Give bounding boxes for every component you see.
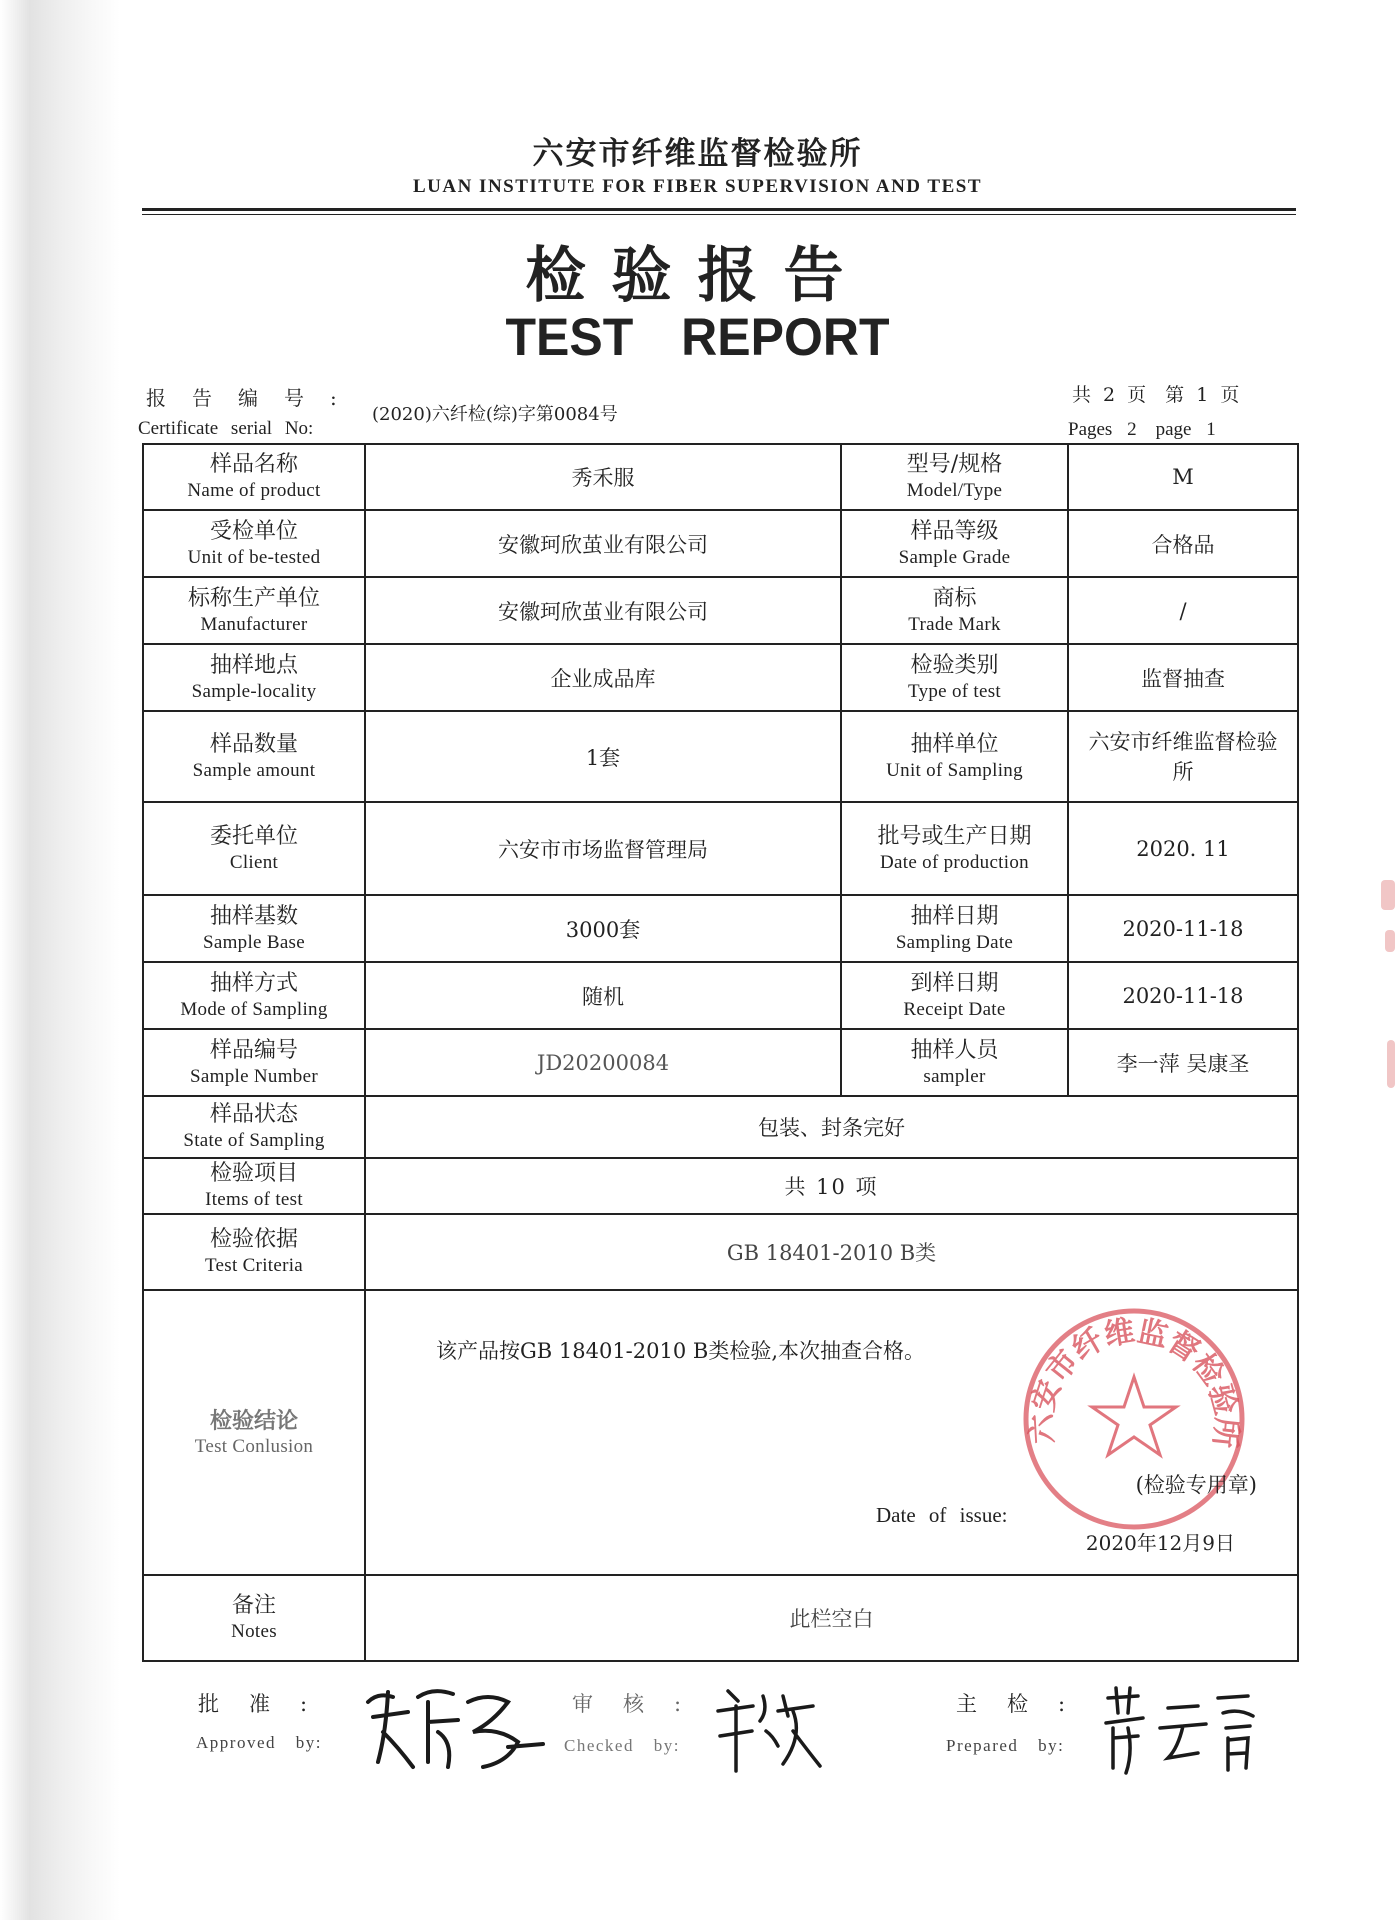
report-title-cn: 检验报告 [525,241,870,311]
field-value: 3000套 [365,895,841,962]
field-label: 抽样地点 Sample-locality [143,644,365,711]
checked-label-cn: 审核: [572,1692,712,1716]
field-value: 六安市市场监督管理局 [365,802,841,895]
field-label: 样品状态 State of Sampling [143,1096,365,1158]
field-value: 2020. 11 [1068,802,1298,895]
approved-label-en: Approved by: [196,1733,322,1752]
field-value: 李一萍 吴康圣 [1068,1029,1298,1096]
table-row [143,962,1298,1029]
table-row [143,711,1298,802]
field-label: 抽样方式 Mode of Sampling [143,962,365,1029]
field-label: 受检单位 Unit of be-tested [143,510,365,577]
field-label: 检验项目 Items of test [143,1158,365,1214]
official-seal [1014,1299,1254,1539]
field-value: 秀禾服 [365,444,841,510]
red-stamp-edge [1387,1040,1395,1088]
field-value: 2020-11-18 [1068,962,1298,1029]
page-count-cn: 共 2 页 第 1 页 [1072,384,1240,406]
field-value: 共 10 项 [365,1158,1298,1214]
conclusion-label: 检验结论 Test Conlusion [143,1290,365,1575]
header-rule [142,208,1296,211]
table-row [143,577,1298,644]
field-label: 样品编号 Sample Number [143,1029,365,1096]
issue-date: 2020年12月9日 [1085,1531,1235,1555]
field-value: 2020-11-18 [1068,895,1298,962]
report-table [142,443,1299,1662]
field-value: 企业成品库 [365,644,841,711]
field-label: 备注 Notes [143,1575,365,1661]
red-stamp-edge [1385,930,1395,952]
field-value: 合格品 [1068,510,1298,577]
field-label: 委托单位 Client [143,802,365,895]
stamp-note: (检验专用章) [1135,1473,1257,1497]
table-row [143,1158,1298,1214]
certificate-label-en: Certificate serial No: [138,418,314,439]
field-value: 六安市纤维监督检验所 [1068,711,1298,802]
table-row [143,1096,1298,1158]
field-label: 标称生产单位 Manufacturer [143,577,365,644]
field-value: M [1068,444,1298,510]
field-value: 随机 [365,962,841,1029]
header-rule-thin [142,214,1296,215]
field-value: 1套 [365,711,841,802]
table-row [143,1214,1298,1290]
conclusion-cell [365,1290,1298,1575]
prepared-signature [1098,1678,1268,1778]
field-value: 包装、封条完好 [365,1096,1298,1158]
field-label: 检验类别 Type of test [841,644,1068,711]
conclusion-text: 该产品按GB 18401-2010 B类检验,本次抽查合格。 [436,1339,926,1363]
field-label: 商标 Trade Mark [841,577,1068,644]
conclusion-row [143,1290,1298,1575]
issue-date-label: Date of issue: [876,1503,1008,1527]
red-stamp-edge [1381,880,1395,910]
prepared-label-cn: 主检: [956,1692,1096,1716]
page-count-en: Pages 2 page 1 [1068,419,1216,440]
prepared-label-en: Prepared by: [946,1736,1065,1755]
field-value: 监督抽查 [1068,644,1298,711]
field-label: 抽样人员 sampler [841,1029,1068,1096]
field-value: JD20200084 [365,1029,841,1096]
notes-value: 此栏空白 [365,1575,1298,1661]
field-value: 安徽珂欣茧业有限公司 [365,510,841,577]
seal-text: 六安市纤维监督检验所 [1024,1313,1244,1450]
certificate-label-cn: 报告编号: [146,386,363,410]
field-value: GB 18401-2010 B类 [365,1214,1298,1290]
checked-label-en: Checked by: [564,1736,680,1755]
field-label: 到样日期 Receipt Date [841,962,1068,1029]
field-label: 抽样单位 Unit of Sampling [841,711,1068,802]
field-label: 批号或生产日期 Date of production [841,802,1068,895]
field-label: 样品等级 Sample Grade [841,510,1068,577]
field-label: 检验依据 Test Criteria [143,1214,365,1290]
institute-name-cn: 六安市纤维监督检验所 [532,136,863,172]
field-label: 样品数量 Sample amount [143,711,365,802]
table-row [143,1029,1298,1096]
table-row [143,895,1298,962]
approved-signature [358,1672,558,1782]
table-row [143,444,1298,510]
certificate-number: (2020)六纤检(综)字第0084号 [372,404,618,425]
field-value: / [1068,577,1298,644]
table-row [143,644,1298,711]
seal-star-icon [1092,1377,1176,1455]
checked-signature [708,1676,828,1776]
field-value: 安徽珂欣茧业有限公司 [365,577,841,644]
approved-label-cn: 批准: [198,1692,338,1716]
institute-name-en: LUAN INSTITUTE FOR FIBER SUPERVISION AND TEST [412,176,983,197]
field-label: 样品名称 Name of product [143,444,365,510]
notes-row [143,1575,1298,1661]
field-label: 型号/规格 Model/Type [841,444,1068,510]
table-row [143,510,1298,577]
table-row [143,802,1298,895]
field-label: 抽样日期 Sampling Date [841,895,1068,962]
report-title-en: TEST REPORT [505,307,890,367]
field-label: 抽样基数 Sample Base [143,895,365,962]
